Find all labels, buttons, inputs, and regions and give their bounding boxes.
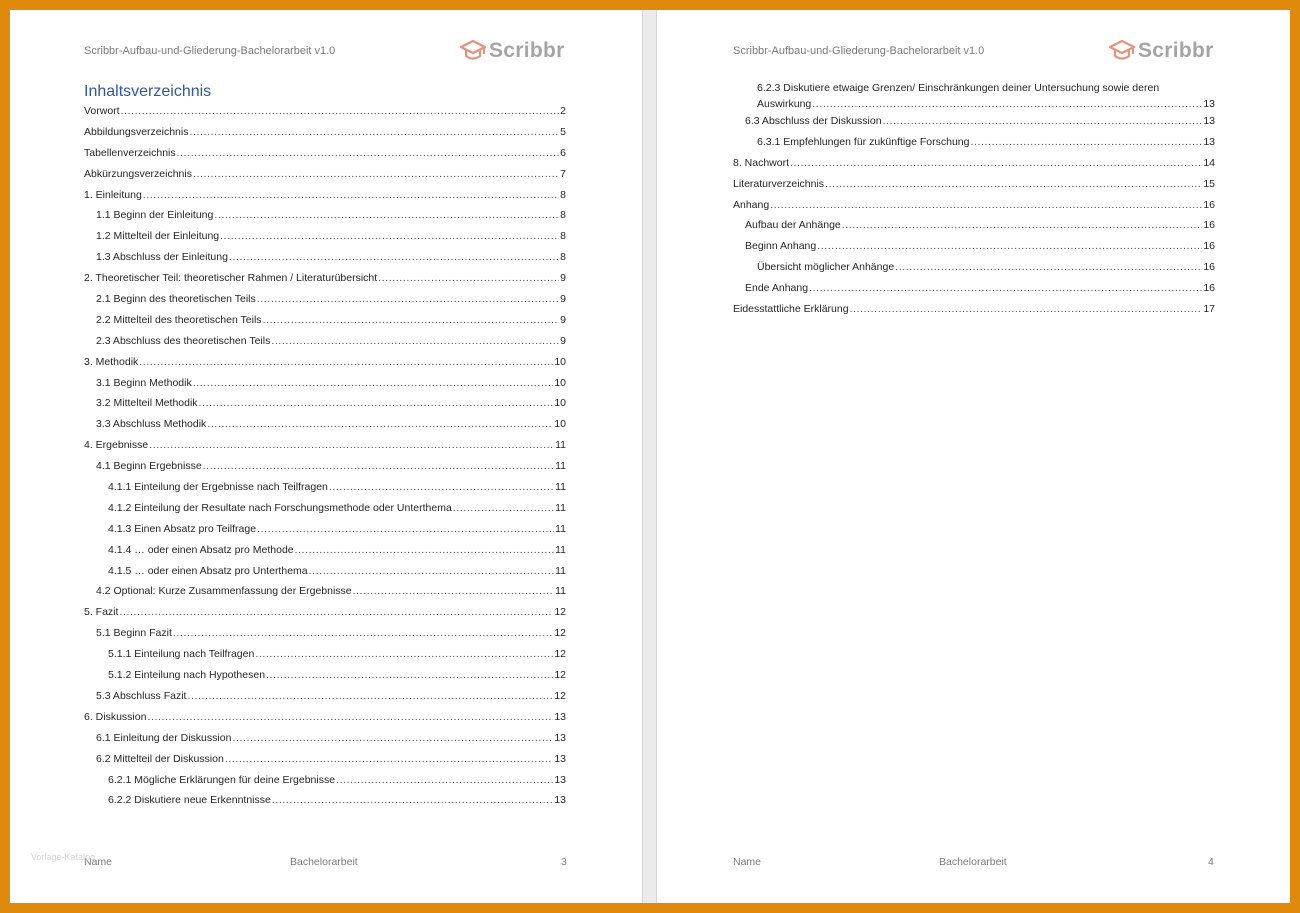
logo-text: Scribbr [489,39,565,62]
toc-entry-page: 13 [554,794,566,807]
toc-entry-page: 11 [555,481,566,494]
toc-entry[interactable] [84,251,566,272]
toc-entry-text: Literaturverzeichnis [733,177,825,190]
toc-entry-text: 4. Ergebnisse [84,439,149,452]
toc-leader-dots [353,585,554,597]
toc-leader-dots [850,303,1203,315]
toc-entry[interactable] [84,168,566,189]
toc-leader-dots [121,105,560,117]
toc-entry-page: 8 [560,188,566,201]
toc-leader-dots [257,523,554,535]
footer-center: Bachelorarbeit [290,856,358,868]
toc-entry[interactable] [84,230,566,251]
toc-entry[interactable] [84,293,566,314]
toc-entry-page: 12 [554,627,566,640]
toc-entry-text: 4.2 Optional: Kurze Zusammenfassung der Ergebnisse [96,585,352,598]
toc-leader-dots [220,230,559,242]
toc-entry-text: 1. Einleitung [84,188,142,201]
toc-entry-page: 10 [554,376,566,389]
toc-entry-page: 2 [560,105,566,117]
toc-entry[interactable] [84,418,566,439]
toc-leader-dots [147,711,553,723]
toc-leader-dots [189,126,559,138]
toc-leader-dots [817,240,1202,252]
toc-entry-text: 2.2 Mittelteil des theoretischen Teils [96,313,262,326]
toc-leader-dots [825,178,1202,190]
header-doc-title: Scribbr-Aufbau-und-Gliederung-Bachelorarbeit v1.0 [733,45,985,57]
toc-entry-page: 13 [1203,135,1215,148]
toc-title: Inhaltsverzeichnis [84,83,212,100]
toc-entry[interactable] [84,753,566,774]
toc-entry-page: 16 [1203,261,1215,274]
toc-entry[interactable] [84,565,566,586]
toc-leader-dots [229,251,559,263]
toc-entry-text: Tabellenverzeichnis [84,146,176,159]
toc-leader-dots [266,669,553,681]
toc-leader-dots [295,544,554,556]
toc-entry-page: 11 [555,460,566,473]
toc-entry-text: 1.3 Abschluss der Einleitung [96,251,228,264]
toc-entry-text: 4.1.1 Einteilung der Ergebnisse nach Teilfragen [108,481,328,494]
toc-entry-page: 6 [560,146,566,159]
toc-leader-dots [883,115,1203,127]
toc-entry-page: 12 [554,689,566,702]
toc-leader-dots [255,648,553,660]
toc-entry-page: 13 [554,731,566,744]
toc-entry[interactable] [84,272,566,293]
toc-leader-dots [453,502,554,514]
toc-entry[interactable] [84,209,566,230]
toc-entry-page: 13 [554,773,566,786]
toc-entry[interactable] [84,105,566,126]
toc-leader-dots [790,157,1202,169]
toc-leader-dots [378,272,559,284]
footer-name: Name [733,856,762,868]
toc-entry-page: 16 [1203,282,1215,295]
toc-leader-dots [199,397,554,409]
toc-entry-page: 10 [554,355,566,368]
toc-leader-dots [139,356,553,368]
toc-entry-text: Auswirkung [757,98,812,110]
header-doc-title: Scribbr-Aufbau-und-Gliederung-Bachelorarbeit v1.0 [84,45,336,57]
footer-page-number: 4 [1208,856,1214,868]
toc-leader-dots [895,261,1202,273]
toc-leader-dots [842,219,1203,231]
toc-leader-dots [770,199,1202,211]
toc-entry-text: 4.1.4 … oder einen Absatz pro Methode [108,543,294,556]
toc-entry-page: 16 [1203,198,1215,211]
toc-entry-text: 1.2 Mittelteil der Einleitung [96,230,220,243]
toc-entry-page: 8 [560,230,566,243]
toc-entry[interactable] [84,544,566,565]
toc-entry-page: 10 [554,418,566,431]
toc-leader-dots [263,314,560,326]
toc-entry[interactable] [84,732,566,753]
page-4 [657,10,1290,903]
toc-entry-text: Aufbau der Anhänge [745,219,841,232]
toc-entry-page: 13 [554,710,566,723]
toc-entry-text: 2. Theoretischer Teil: theoretischer Rahmen / Literaturübersicht [84,272,378,285]
toc-leader-dots [207,418,553,430]
toc-leader-dots [203,460,554,472]
toc-entry-page: 10 [554,397,566,410]
document-viewer [10,10,1290,903]
toc-entry-text: Vorwort [84,105,120,117]
toc-entry-page: 5 [560,125,566,138]
toc-entry-text: 6.3.1 Empfehlungen für zukünftige Forschung [757,135,970,148]
toc-entry-text: 1.1 Beginn der Einleitung [96,209,214,222]
toc-entry[interactable] [84,460,566,481]
toc-leader-dots [309,565,554,577]
toc-entry-page: 9 [560,334,566,347]
toc-leader-dots [187,690,553,702]
toc-entry-page: 11 [555,564,566,577]
toc-leader-dots [809,282,1202,294]
toc-entry-text: 3. Methodik [84,355,139,368]
toc-leader-dots [214,209,559,221]
toc-entry[interactable] [84,794,566,815]
toc-entry[interactable] [84,502,566,523]
scribbr-logo [1108,38,1214,64]
toc-leader-dots [149,439,554,451]
toc-entry-page: 13 [1203,115,1215,127]
toc-entry-page: 11 [555,522,566,535]
toc-leader-dots [271,335,559,347]
toc-entry[interactable] [84,439,566,460]
toc-entry[interactable] [84,690,566,711]
footer-name: Name [84,856,113,868]
toc-entry[interactable] [733,115,1215,136]
toc-entry-text: 2.3 Abschluss des theoretischen Teils [96,334,271,347]
toc-entry[interactable] [733,157,1215,178]
toc-entry[interactable] [84,481,566,502]
toc-entry[interactable] [84,669,566,690]
toc-entry-text: 3.1 Beginn Methodik [96,376,192,389]
toc-entry-text: 6.2.2 Diskutiere neue Erkenntnisse [108,794,271,807]
toc-entry[interactable] [733,136,1215,157]
toc-entry-page: 7 [560,167,566,180]
toc-entry-page: 16 [1203,240,1215,253]
toc-entry[interactable] [84,711,566,732]
toc-entry-page: 8 [560,209,566,222]
toc-entry-text: Abkürzungsverzeichnis [84,167,192,180]
toc-entry-text: 8. Nachwort [733,156,790,169]
toc-leader-dots [193,168,559,180]
toc-leader-dots [173,627,553,639]
toc-leader-dots [329,481,554,493]
toc-entry-page: 11 [555,439,566,452]
toc-leader-dots [193,377,554,389]
toc-leader-dots [119,606,553,618]
toc-entry-text: 6. Diskussion [84,710,147,723]
toc-entry-page: 12 [554,606,566,619]
toc-leader-dots [232,732,553,744]
toc-leader-dots [225,753,554,765]
toc-entry[interactable] [84,606,566,627]
toc-entry[interactable] [733,240,1215,261]
toc-entry[interactable] [84,126,566,147]
toc-entry-text: 2.1 Beginn des theoretischen Teils [96,293,256,306]
toc-entry-page: 14 [1203,156,1215,169]
toc-entry[interactable] [733,261,1215,282]
toc-leader-dots [272,794,553,806]
toc-entry-text: 4.1 Beginn Ergebnisse [96,460,202,473]
toc-entry-text: 3.3 Abschluss Methodik [96,418,207,431]
toc-leader-dots [257,293,559,305]
toc-entry-text: Eidesstattliche Erklärung [733,303,849,316]
toc-entry[interactable] [733,178,1215,199]
toc-entry-text: 5.1.1 Einteilung nach Teilfragen [108,648,255,661]
toc-entry-text: 5. Fazit [84,606,119,619]
toc-leader-dots [336,774,553,786]
toc-entry-text: Ende Anhang [745,282,809,295]
toc-entry-page: 9 [560,293,566,306]
page-gutter [642,10,657,903]
toc-entry[interactable] [84,335,566,356]
toc-entry-text: 6.1 Einleitung der Diskussion [96,731,232,744]
toc-entry[interactable] [733,303,1215,324]
toc-entry-text: 4.1.3 Einen Absatz pro Teilfrage [108,522,257,535]
toc-entry[interactable] [84,397,566,418]
toc-entry[interactable] [84,774,566,795]
graduation-cap-icon [1108,39,1136,63]
toc-entry[interactable] [84,356,566,377]
toc-entry[interactable] [84,627,566,648]
toc-entry-text: 6.2.3 Diskutiere etwaige Grenzen/ Einschränkungen deiner Untersuchung sowie deren [757,82,1160,94]
toc-list-right [733,82,1215,324]
toc-entry-text: 6.3 Abschluss der Diskussion [745,115,882,127]
toc-entry-page: 13 [554,752,566,765]
toc-leader-dots [177,147,560,159]
toc-entry-page: 11 [555,501,566,514]
toc-entry-text: 6.2 Mittelteil der Diskussion [96,752,224,765]
footer-page-number: 3 [561,856,567,868]
toc-entry-text: 3.2 Mittelteil Methodik [96,397,198,410]
toc-entry-text: 5.3 Abschluss Fazit [96,689,187,702]
logo-text: Scribbr [1138,39,1214,62]
graduation-cap-icon [459,39,487,63]
footer-center: Bachelorarbeit [939,856,1007,868]
toc-entry[interactable] [84,523,566,544]
scribbr-logo [459,38,565,64]
toc-entry[interactable] [733,219,1215,240]
toc-entry-page: 11 [555,543,566,556]
toc-entry[interactable] [84,648,566,669]
toc-entry-text: 4.1.2 Einteilung der Resultate nach Forschungsmethode oder Unterthema [108,501,452,514]
toc-entry[interactable] [84,147,566,168]
toc-leader-dots [970,136,1202,148]
toc-entry[interactable] [84,377,566,398]
toc-entry[interactable] [84,189,566,210]
toc-entry-page: 11 [555,585,566,598]
page-3 [10,10,642,903]
toc-entry-page: 16 [1203,219,1215,232]
toc-entry-text: Anhang [733,198,770,211]
toc-entry-page: 12 [554,648,566,661]
toc-entry[interactable] [733,282,1215,303]
toc-entry[interactable] [733,82,1215,115]
toc-entry-text: 4.1.5 … oder einen Absatz pro Unterthema [108,564,308,577]
toc-entry-text: 5.1.2 Einteilung nach Hypothesen [108,669,266,682]
toc-entry-page: 13 [1203,98,1215,110]
toc-leader-dots [812,98,1202,110]
toc-leader-dots [143,189,559,201]
toc-entry[interactable] [84,314,566,335]
toc-entry-text: 6.2.1 Mögliche Erklärungen für deine Ergebnisse [108,773,336,786]
toc-entry-page: 9 [560,272,566,285]
toc-list-left [84,105,566,815]
toc-entry[interactable] [84,585,566,606]
toc-entry-page: 8 [560,251,566,264]
toc-entry-text: 5.1 Beginn Fazit [96,627,172,640]
watermark: Vorlage-Katalog [31,852,96,862]
toc-entry-page: 17 [1203,303,1215,316]
toc-entry-text: Übersicht möglicher Anhänge [757,261,895,274]
toc-entry-page: 9 [560,313,566,326]
toc-entry-text: Beginn Anhang [745,240,817,253]
toc-entry-page: 12 [554,669,566,682]
toc-entry-text: Abbildungsverzeichnis [84,125,189,138]
toc-entry[interactable] [733,199,1215,220]
toc-entry-page: 15 [1203,177,1215,190]
